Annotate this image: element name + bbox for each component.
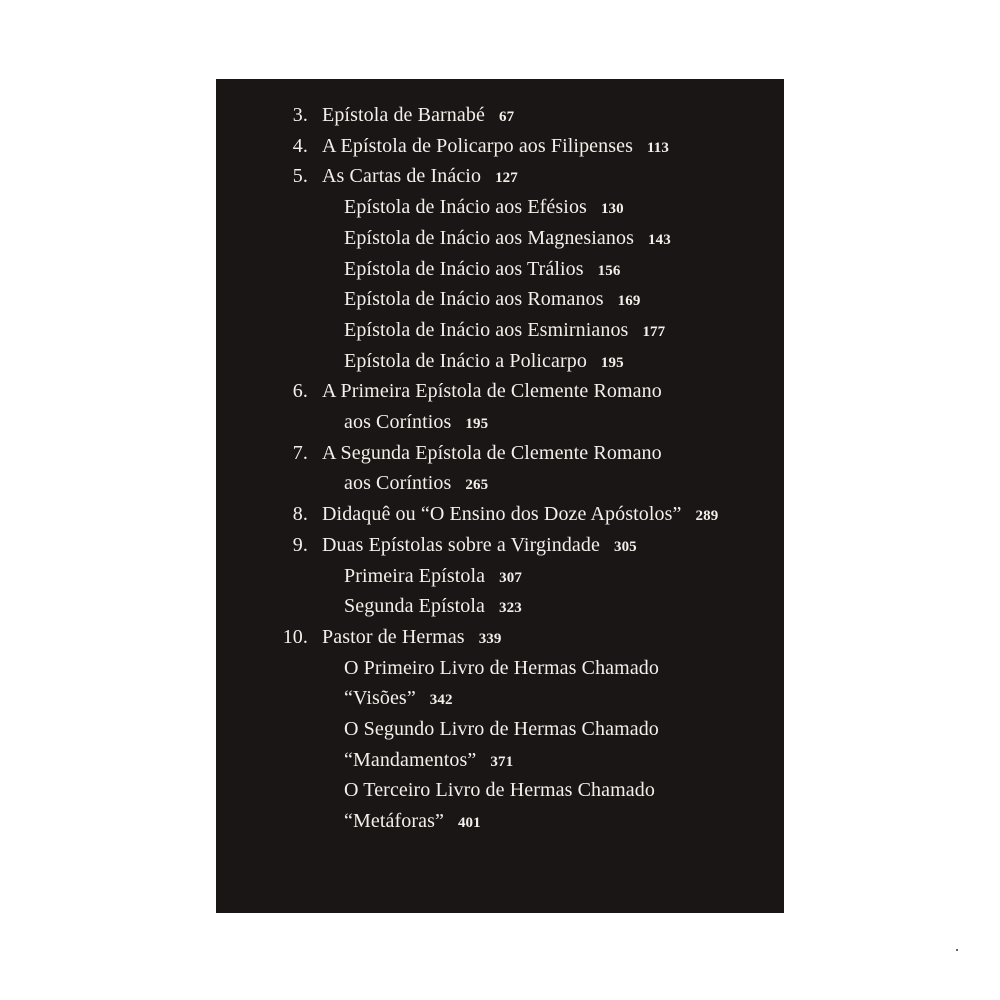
toc-entry-page: 401	[457, 815, 481, 832]
toc-entry-number: 10.	[282, 625, 308, 648]
toc-entry	[216, 254, 784, 284]
toc-entry-title: Epístola de Inácio a Policarpo	[344, 349, 587, 372]
toc-entry-title: “Visões”	[344, 687, 416, 710]
toc-entry	[216, 683, 784, 713]
toc-entry	[216, 131, 784, 161]
toc-entry-page: 265	[465, 477, 489, 494]
toc-entry-title: “Metáforas”	[344, 810, 444, 833]
toc-entry-title: A Primeira Epístola de Clemente Romano	[322, 380, 662, 403]
toc-entry	[216, 530, 784, 560]
toc-entry-title-wrap	[344, 468, 488, 500]
toc-entry-title: O Primeiro Livro de Hermas Chamado	[344, 656, 659, 679]
toc-entry	[216, 315, 784, 345]
toc-entry-page: 342	[429, 692, 453, 709]
toc-entry	[216, 622, 784, 652]
toc-entry-number: 5.	[292, 165, 308, 188]
toc-entry-title: “Mandamentos”	[344, 748, 477, 771]
toc-entry-title: Epístola de Inácio aos Magnesianos	[344, 226, 634, 249]
toc-entry	[216, 806, 784, 836]
toc-entry	[216, 223, 784, 253]
toc-entry	[216, 161, 784, 191]
book-page	[216, 79, 784, 913]
toc-entry-title-wrap	[344, 346, 624, 378]
toc-entry-title: O Segundo Livro de Hermas Chamado	[344, 718, 659, 740]
toc-entry-title-wrap	[344, 806, 481, 838]
toc-entry-page: 307	[499, 569, 522, 586]
toc-entry	[216, 591, 784, 621]
toc-entry-page: 195	[465, 416, 489, 432]
toc-entry-page: 143	[648, 231, 671, 248]
toc-entry-title-wrap	[322, 100, 514, 132]
toc-entry-number: 7.	[292, 441, 308, 464]
toc-entry-page: 339	[478, 630, 502, 647]
toc-entry	[216, 438, 784, 468]
toc-entry-title-wrap	[344, 254, 620, 286]
toc-entry-title: Segunda Epístola	[344, 595, 486, 618]
toc-entry-title: Duas Epístolas sobre a Virgindade	[322, 533, 600, 556]
toc-entry-title-wrap	[322, 131, 669, 163]
toc-entry	[216, 745, 784, 775]
toc-entry	[216, 100, 784, 130]
toc-entry-title: Didaquê ou “O Ensino dos Doze Apóstolos”	[322, 503, 682, 526]
toc-entry-title: Epístola de Inácio aos Trálios	[344, 257, 584, 280]
toc-entry-title-wrap	[344, 284, 640, 316]
toc-entry-title: aos Coríntios	[344, 411, 452, 433]
toc-entry-number: 9.	[292, 533, 308, 556]
toc-entry-title-wrap	[344, 315, 665, 347]
toc-entry	[216, 376, 784, 406]
toc-entry	[216, 346, 784, 376]
toc-entry-page: 127	[495, 170, 518, 187]
toc-entry	[216, 407, 784, 437]
toc-entry	[216, 468, 784, 498]
toc-entry-title-wrap	[322, 622, 502, 654]
toc-entry-page: 113	[647, 139, 669, 156]
toc-entry-number: 6.	[292, 380, 308, 403]
toc-entry-title-wrap	[344, 775, 655, 805]
toc-entry-title-wrap	[344, 683, 453, 715]
toc-entry-page: 156	[597, 262, 621, 279]
toc-entry	[216, 499, 784, 529]
toc-entry-title-wrap	[322, 161, 518, 193]
toc-entry-title-wrap	[344, 192, 624, 224]
toc-entry-page: 195	[600, 354, 624, 371]
toc-entry-title: Pastor de Hermas	[322, 625, 465, 648]
toc-entry-title-wrap	[344, 223, 671, 255]
toc-entry-page: 289	[695, 508, 719, 525]
toc-entry	[216, 714, 784, 744]
toc-entry-title: Epístola de Barnabé	[322, 104, 485, 126]
toc-entry-page: 323	[499, 600, 522, 617]
paper-speck	[956, 949, 958, 951]
toc-entry-number: 3.	[292, 104, 308, 126]
toc-entry-title: Epístola de Inácio aos Romanos	[344, 288, 604, 311]
toc-entry-page: 67	[498, 109, 515, 125]
toc-entry	[216, 284, 784, 314]
toc-entry-page: 130	[600, 201, 624, 218]
toc-entry	[216, 192, 784, 222]
toc-entry	[216, 775, 784, 805]
toc-entry-title-wrap	[322, 438, 662, 468]
toc-entry-title: A Segunda Epístola de Clemente Romano	[322, 441, 662, 464]
toc-entry-title: A Epístola de Policarpo aos Filipenses	[322, 134, 633, 157]
toc-entry-page: 305	[613, 538, 637, 555]
toc-entry	[216, 561, 784, 591]
toc-entry-title-wrap	[322, 530, 637, 562]
toc-entry-title-wrap	[344, 561, 522, 593]
toc-entry-number: 4.	[292, 134, 308, 157]
toc-entry-title: aos Coríntios	[344, 472, 452, 495]
toc-entry-title-wrap	[322, 376, 662, 406]
toc-entry-title: Epístola de Inácio aos Esmirnianos	[344, 318, 629, 341]
toc-entry-page: 371	[490, 753, 514, 770]
toc-entry	[216, 653, 784, 683]
toc-entry-title-wrap	[344, 714, 659, 744]
toc-entry-title: As Cartas de Inácio	[322, 165, 482, 188]
toc-entry-title: O Terceiro Livro de Hermas Chamado	[344, 779, 655, 802]
toc-entry-title-wrap	[344, 407, 488, 439]
toc-entry-title-wrap	[322, 499, 718, 531]
toc-entry-title-wrap	[344, 653, 659, 683]
toc-entry-title: Epístola de Inácio aos Efésios	[344, 196, 587, 219]
toc-entry-number: 8.	[292, 503, 308, 526]
toc-entry-page: 177	[642, 323, 666, 340]
toc-entry-title: Primeira Epístola	[344, 564, 486, 587]
toc-entry-title-wrap	[344, 745, 513, 777]
toc-entry-page: 169	[617, 293, 641, 310]
toc-entry-title-wrap	[344, 591, 522, 623]
